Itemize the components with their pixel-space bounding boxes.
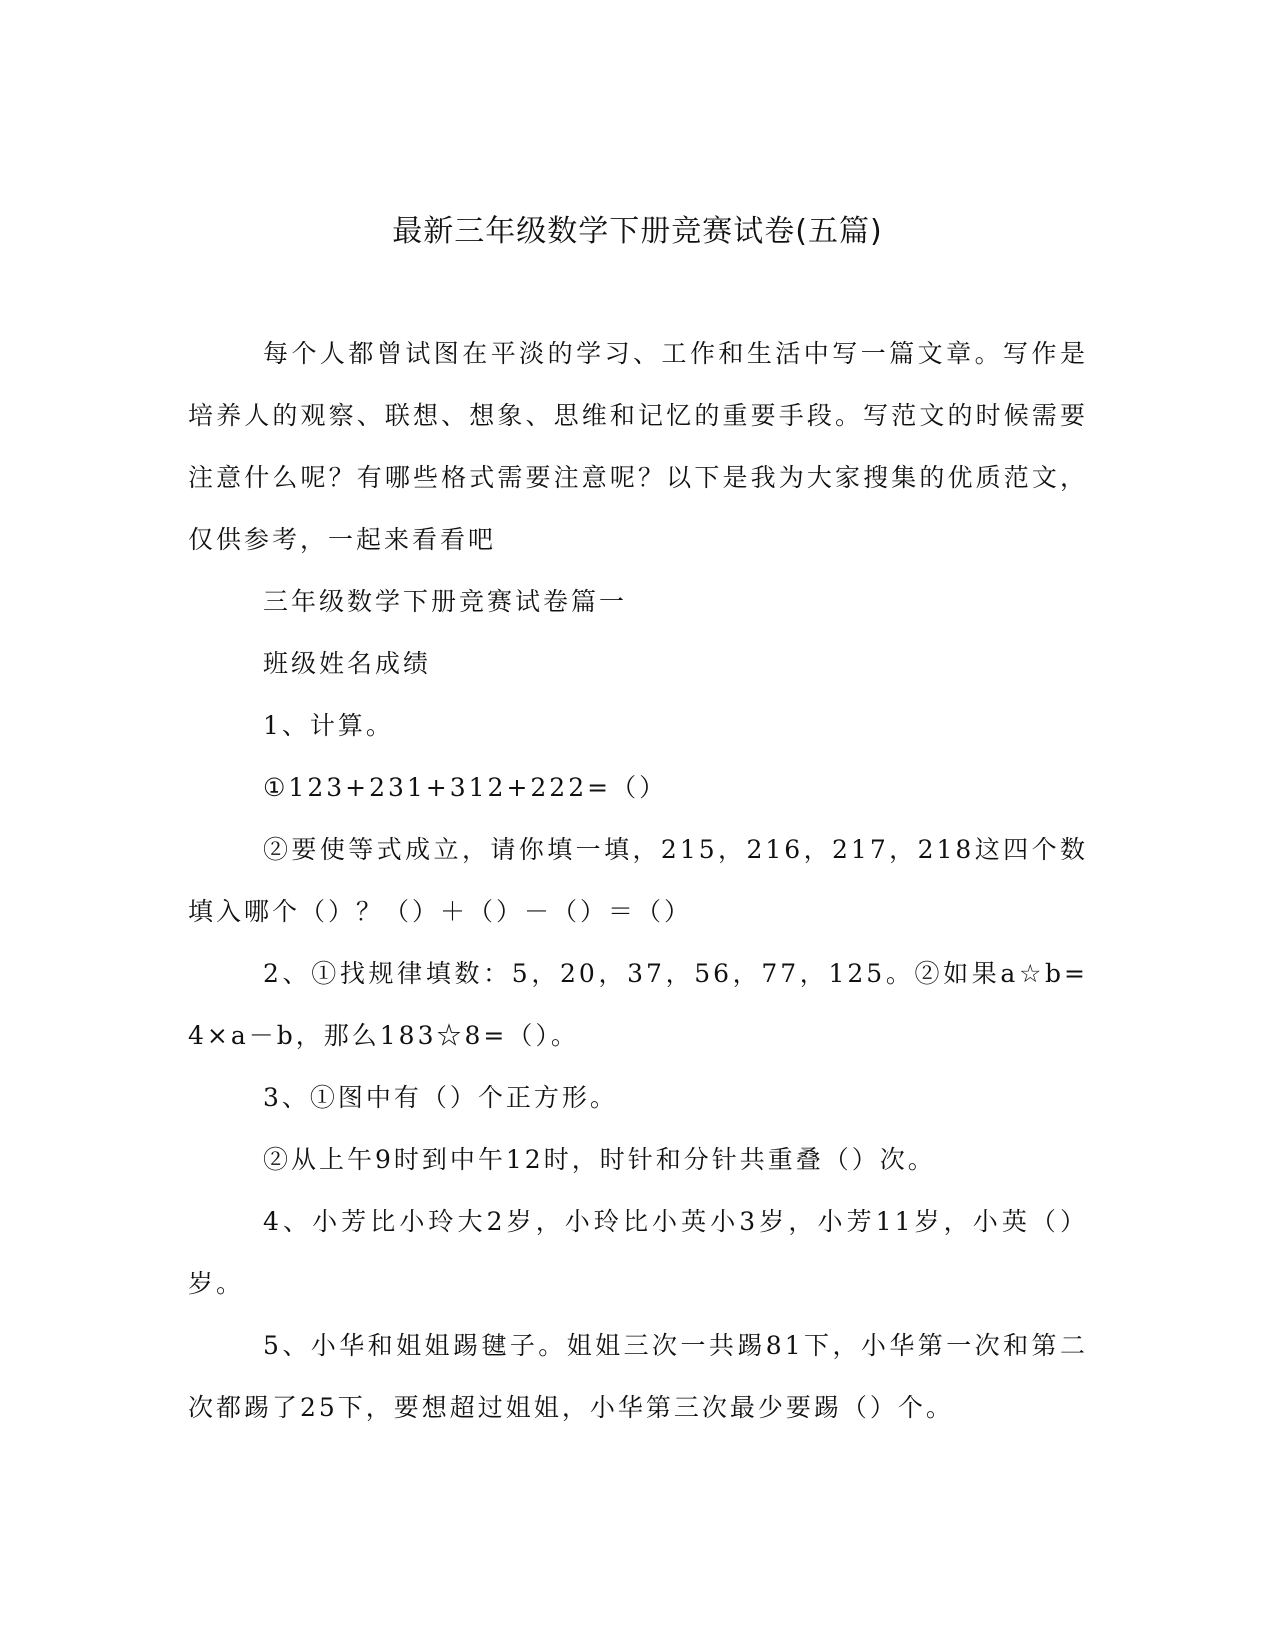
question-3-part-2: ②从上午9时到中午12时，时针和分针共重叠（）次。 xyxy=(263,1145,936,1174)
document-body xyxy=(188,323,1088,1439)
question-5: 5、小华和姐姐踢毽子。姐姐三次一共踢81下，小华第一次和第二次都踢了25下，要想超过姐姐，小华第三次最少要踢（）个。 xyxy=(188,1331,1088,1422)
question-4: 4、小芳比小玲大2岁，小玲比小英小3岁，小芳11岁，小英（）岁。 xyxy=(188,1207,1088,1298)
intro-paragraph: 每个人都曾试图在平淡的学习、工作和生活中写一篇文章。写作是培养人的观察、联想、想象、思维和记忆的重要手段。写范文的时候需要注意什么呢？有哪些格式需要注意呢？以下是我为大家搜集的优质范文，仅供参考，一起来看看吧 xyxy=(188,339,1088,554)
section-heading: 三年级数学下册竞赛试卷篇一 xyxy=(263,587,628,616)
question-2: 2、①找规律填数：5，20，37，56，77，125。②如果a☆b=4×a－b，那么183☆8=（）。 xyxy=(188,959,1088,1050)
question-3-part-1: 3、①图中有（）个正方形。 xyxy=(263,1083,618,1112)
class-name-score-line: 班级姓名成绩 xyxy=(263,649,432,678)
document-title: 最新三年级数学下册竞赛试卷(五篇) xyxy=(392,214,883,249)
question-1-part-1: ①123+231+312+222=（） xyxy=(263,773,668,802)
question-1-heading: 1、计算。 xyxy=(263,711,394,740)
question-1-part-2: ②要使等式成立，请你填一填，215，216，217，218这四个数填入哪个（）？（）＋（）－（）＝（） xyxy=(188,835,1088,926)
